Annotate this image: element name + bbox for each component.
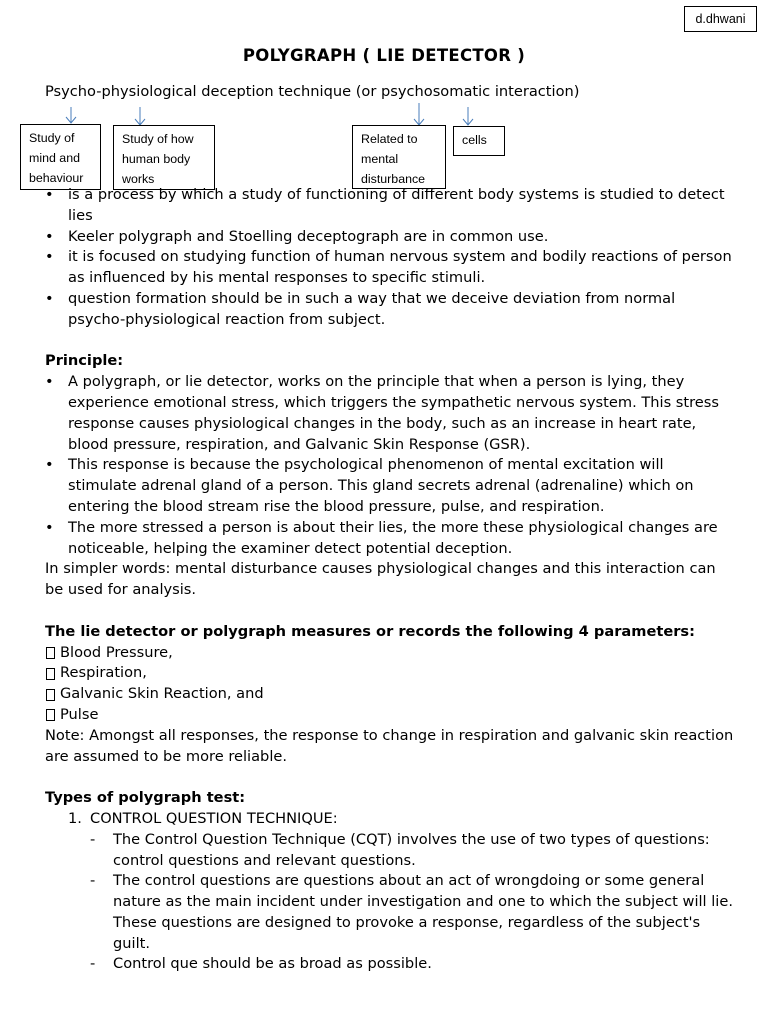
author-box: d.dhwani	[684, 6, 757, 32]
principle-heading: Principle:	[45, 352, 124, 370]
arrow-2-icon	[135, 107, 145, 125]
checkbox-square-icon	[46, 689, 55, 701]
checkbox-square-icon	[46, 709, 55, 721]
parameters-note: Note: Amongst all responses, the response to change in respiration and galvanic skin reaction are assumed to be more reliable.	[45, 726, 734, 765]
document-body	[45, 185, 735, 975]
annotation-box-body: Study of how human body works	[113, 125, 215, 190]
list-item: • A polygraph, or lie detector, works on the principle that when a person is lying, they experience emotional stress, which triggers the sympathetic nervous system. This stress response causes physiological changes in the body, such as an increase in heart rate, blood pressure, respiration, and Galvanic Skin Response (GSR).	[45, 372, 735, 455]
principle-summary: In simpler words: mental disturbance causes physiological changes and this interaction can be used for analysis.	[45, 560, 716, 599]
checkbox-square-icon	[46, 647, 55, 659]
item-number: 1.	[68, 809, 82, 827]
type-points	[90, 830, 735, 976]
parameter-item: Respiration,	[45, 663, 735, 684]
arrow-3-icon	[414, 103, 424, 125]
list-item: - The control questions are questions about an act of wrongdoing or some general nature as the main incident under investigation and one to which the subject will lie. These questions are designed to provoke a response, regardless of the subject's guilt.	[90, 871, 735, 954]
annotation-box-mental: Related to mental disturbance	[352, 125, 446, 189]
principle-list	[45, 372, 735, 559]
annotation-box-mind: Study of mind and behaviour	[20, 124, 101, 190]
list-item: - Control que should be as broad as possible.	[90, 954, 735, 975]
list-item: • is a process by which a study of functioning of different body systems is studied to detect lies	[45, 185, 735, 227]
list-item: • question formation should be in such a way that we deceive deviation from normal psycho-physiological reaction from subject.	[45, 289, 735, 331]
intro-list	[45, 185, 735, 331]
types-list	[45, 809, 735, 975]
list-item: • it is focused on studying function of human nervous system and bodily reactions of person as influenced by his mental responses to specific stimuli.	[45, 247, 735, 289]
list-item: - The Control Question Technique (CQT) involves the use of two types of questions: control questions and relevant questions.	[90, 830, 735, 872]
arrow-1-icon	[66, 107, 76, 123]
subtitle: Psycho-physiological deception technique (or psychosomatic interaction)	[45, 83, 580, 100]
annotation-box-cells: cells	[453, 126, 505, 156]
checkbox-square-icon	[46, 668, 55, 680]
parameter-item: Galvanic Skin Reaction, and	[45, 684, 735, 705]
types-heading: Types of polygraph test:	[45, 789, 246, 807]
list-item: • The more stressed a person is about their lies, the more these physiological changes are noticeable, helping the examiner detect potential deception.	[45, 518, 735, 560]
arrow-4-icon	[463, 107, 473, 125]
parameters-heading: The lie detector or polygraph measures or records the following 4 parameters:	[45, 622, 695, 640]
parameter-item: Pulse	[45, 705, 735, 726]
parameter-item: Blood Pressure,	[45, 643, 735, 664]
type-title: CONTROL QUESTION TECHNIQUE:	[90, 809, 338, 827]
page-title: POLYGRAPH ( LIE DETECTOR )	[242, 46, 526, 65]
list-item: • This response is because the psychological phenomenon of mental excitation will stimulate adrenal gland of a person. This gland secrets adrenal (adrenaline) which on entering the blood stream rise the blood pressure, pulse, and respiration.	[45, 455, 735, 517]
list-item: • Keeler polygraph and Stoelling deceptograph are in common use.	[45, 227, 735, 248]
type-item	[45, 809, 735, 975]
